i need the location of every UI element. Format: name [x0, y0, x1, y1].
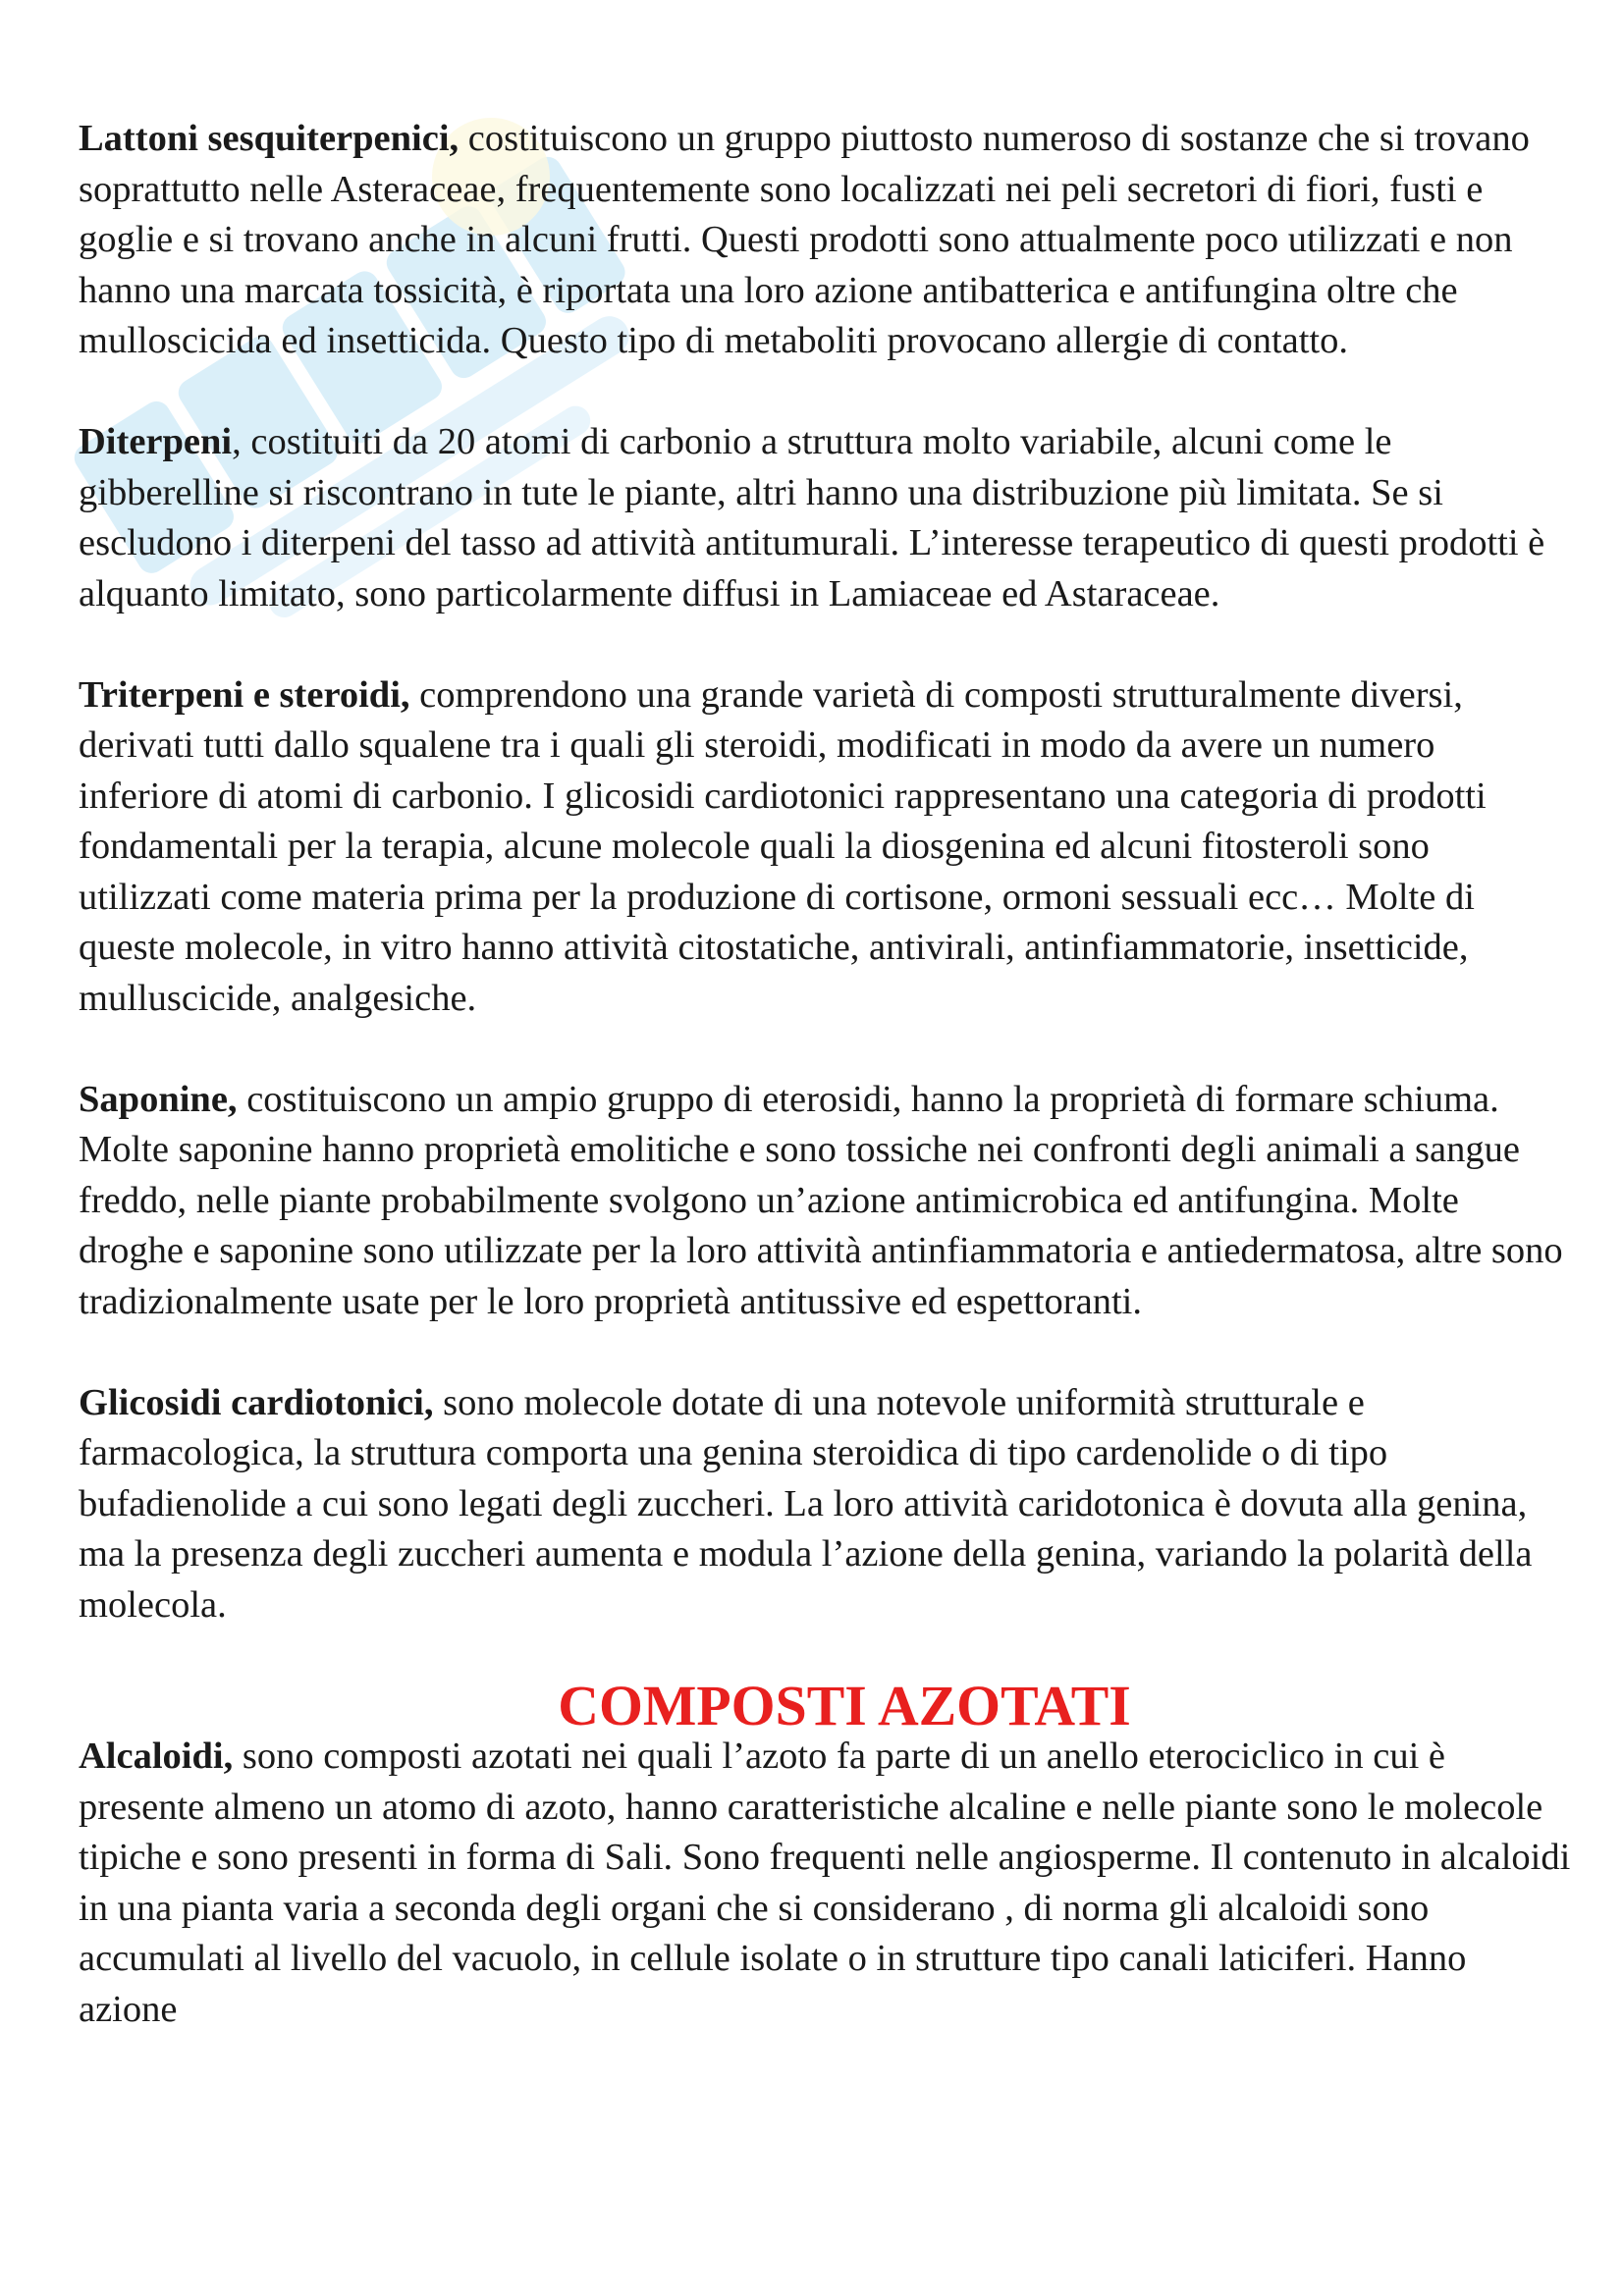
text-saponine: costituiscono un ampio gruppo di eterosidi, hanno la proprietà di formare schiuma. Molte saponine hanno proprietà emolitiche e sono tossiche nei confronti degli animali a sangue freddo, nelle piante probabilmente svolgono un’azione antimicrobica ed antifungina. Molte droghe e saponine sono utilizzate per la loro attività antinfiammatoria e antiedermatosa, altre sono tradizionalmente usate per le loro proprietà antitussive ed espettoranti. [79, 1078, 1563, 1322]
section-title: COMPOSTI AZOTATI [558, 1675, 1131, 1737]
paragraph-saponine [79, 1075, 1571, 1328]
text-alcaloidi: sono composti azotati nei quali l’azoto fa parte di un anello eterociclico in cui è presente almeno un atomo di azoto, hanno caratteristiche alcaline e nelle piante sono le molecole tipiche e sono presenti in forma di Sali. Sono frequenti nelle angiosperme. Il contenuto in alcaloidi in una pianta varia a seconda degli organi che si considerano , di norma gli alcaloidi sono accumulati al livello del vacuolo, in cellule isolate o in strutture tipo canali laticiferi. Hanno azione [79, 1735, 1571, 2030]
paragraph-diterpeni [79, 417, 1571, 619]
paragraph-triterpeni [79, 670, 1571, 1025]
text-diterpeni: , costituiti da 20 atomi di carbonio a struttura molto variabile, alcuni come le gibberelline si riscontrano in tute le piante, altri hanno una distribuzione più limitata. Se si escludono i diterpeni del tasso ad attività antitumurali. L’interesse terapeutico di questi prodotti è alquanto limitato, sono particolarmente diffusi in Lamiaceae ed Astaraceae. [79, 421, 1545, 614]
term-lattoni: Lattoni sesquiterpenici, [79, 118, 460, 159]
text-triterpeni: comprendono una grande varietà di composti strutturalmente diversi, derivati tutti dallo squalene tra i quali gli steroidi, modificati in modo da avere un numero inferiore di atomi di carbonio. I glicosidi cardiotonici rappresentano una categoria di prodotti fondamentali per la terapia, alcune molecole quali la diosgenina ed alcuni fitosteroli sono utilizzati come materia prima per la produzione di cortisone, ormoni sessuali ecc… Molte di queste molecole, in vitro hanno attività citostatiche, antivirali, antinfiammatorie, insetticide, mulluscicide, analgesiche. [79, 673, 1487, 1019]
document-page [79, 114, 1571, 2035]
term-triterpeni: Triterpeni e steroidi, [79, 673, 410, 716]
term-glicosidi: Glicosidi cardiotonici, [79, 1381, 434, 1423]
term-alcaloidi: Alcaloidi, [79, 1735, 234, 1777]
paragraph-lattoni [79, 114, 1571, 367]
term-diterpeni: Diterpeni [79, 421, 233, 462]
text-lattoni: costituiscono un gruppo piuttosto numeroso di sostanze che si trovano soprattutto nelle Asteraceae, frequentemente sono localizzati nei peli secretori di fiori, fusti e goglie e si trovano anche in alcuni frutti. Questi prodotti sono attualmente poco utilizzati e non hanno una marcata tossicità, è riportata una loro azione antibatterica e antifungina oltre che mulloscicida ed insetticida. Questo tipo di metaboliti provocano allergie di contatto. [79, 118, 1530, 361]
text-glicosidi: sono molecole dotate di una notevole uniformità strutturale e farmacologica, la struttura comporta una genina steroidica di tipo cardenolide o di tipo bufadienolide a cui sono legati degli zuccheri. La loro attività caridotonica è dovuta alla genina, ma la presenza degli zuccheri aumenta e modula l’azione della genina, variando la polarità della molecola. [79, 1381, 1533, 1626]
term-saponine: Saponine, [79, 1078, 238, 1120]
paragraph-glicosidi [79, 1378, 1571, 1631]
paragraph-alcaloidi [79, 1732, 1571, 2035]
